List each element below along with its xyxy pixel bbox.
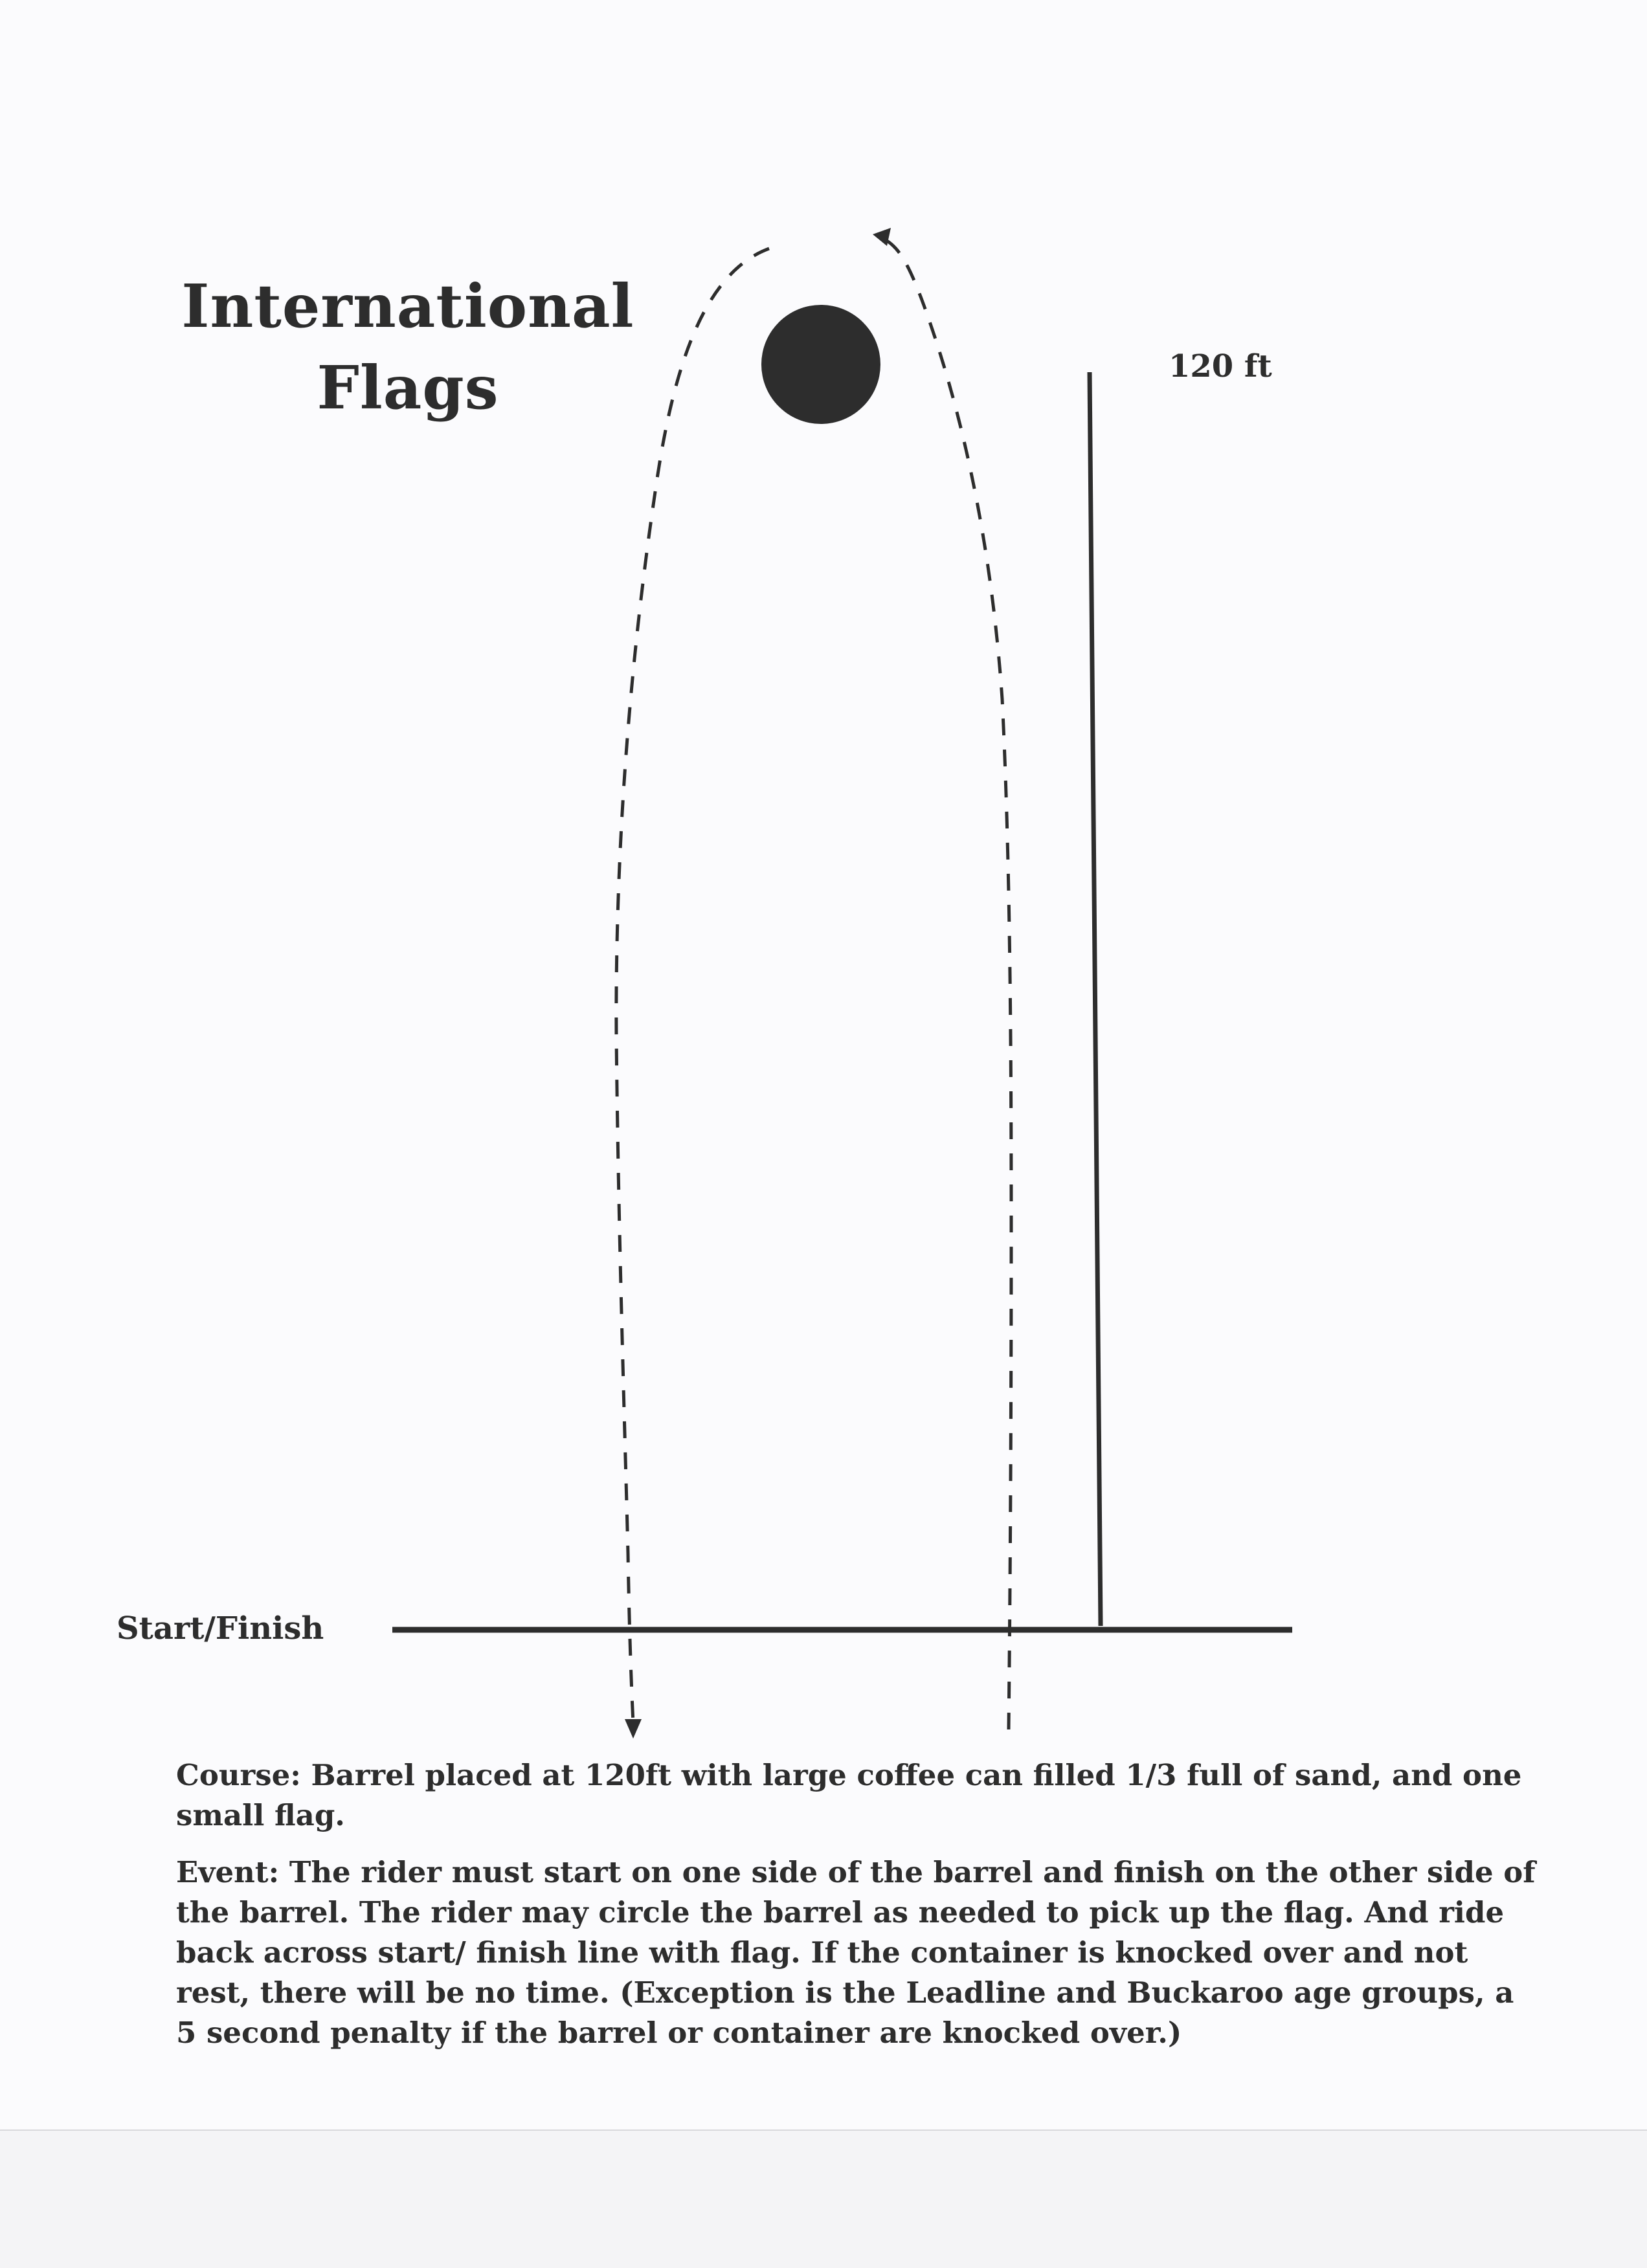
right-path-dashed bbox=[887, 241, 1011, 1729]
course-text: Course: Barrel placed at 120ft with large coffee can filled 1/3 full of sand, and one small flag. bbox=[176, 1758, 1522, 1832]
course-description bbox=[176, 1755, 1536, 2070]
event-text: Event: The rider must start on one side of the barrel and finish on the other side of the barrel. The rider may circle the barrel as needed to pick up the flag. And ride back across start/ finish line with flag. If the container is knocked over and not rest, there will be no time. (Exception is the Leadline and Buckaroo age groups, a 5 second penalty if the barrel or container are knocked over.) bbox=[176, 1855, 1536, 2050]
left-path-dashed bbox=[616, 249, 769, 1723]
title-line-2: Flags bbox=[317, 353, 499, 423]
distance-line bbox=[1090, 372, 1101, 1626]
barrel-marker bbox=[761, 305, 880, 424]
title-line-1: International bbox=[181, 271, 634, 341]
left-path-arrow bbox=[625, 1719, 642, 1739]
distance-label: 120 ft bbox=[1169, 348, 1272, 384]
start-finish-label: Start/Finish bbox=[117, 1610, 324, 1647]
